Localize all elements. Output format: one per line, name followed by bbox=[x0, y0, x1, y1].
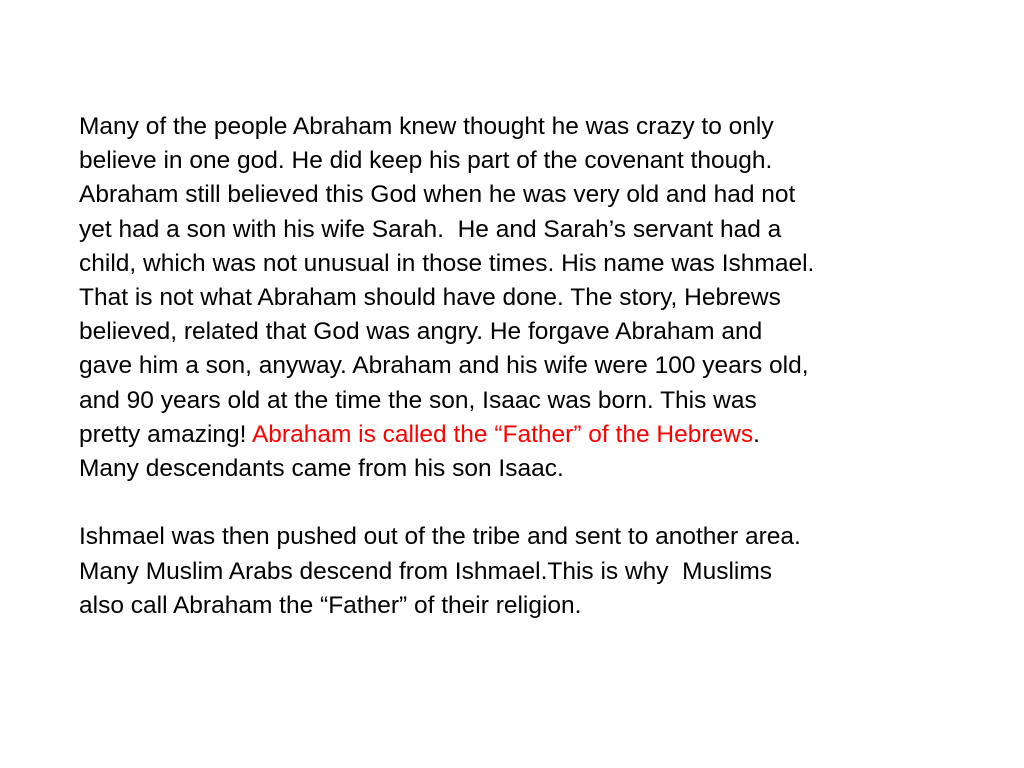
text-line: Many descendants came from his son Isaac. bbox=[79, 455, 564, 483]
paragraph-ishmael bbox=[79, 520, 979, 623]
text-segment: pretty amazing! bbox=[79, 420, 252, 448]
text-segment: . bbox=[753, 420, 760, 448]
text-line: gave him a son, anyway. Abraham and his wife were 100 years old, bbox=[79, 352, 809, 380]
text-line: child, which was not unusual in those times. His name was Ishmael. bbox=[79, 249, 815, 277]
text-line: also call Abraham the “Father” of their religion. bbox=[79, 591, 582, 619]
text-line: believe in one god. He did keep his part of the covenant though. bbox=[79, 147, 773, 175]
paragraph-gap bbox=[79, 486, 979, 520]
paragraph-abraham bbox=[79, 110, 979, 486]
text-line: Abraham still believed this God when he was very old and had not bbox=[79, 181, 796, 209]
text-line: That is not what Abraham should have done. The story, Hebrews bbox=[79, 284, 781, 312]
text-line: Ishmael was then pushed out of the tribe and sent to another area. bbox=[79, 523, 801, 551]
highlighted-statement: Abraham is called the “Father” of the Hebrews bbox=[251, 420, 754, 448]
text-line: yet had a son with his wife Sarah. He and Sarah’s servant had a bbox=[79, 215, 782, 243]
text-line: and 90 years old at the time the son, Isaac was born. This was bbox=[79, 386, 757, 414]
text-line: Many of the people Abraham knew thought he was crazy to only bbox=[79, 113, 774, 140]
slide-text bbox=[79, 110, 979, 623]
text-line: believed, related that God was angry. He forgave Abraham and bbox=[79, 318, 763, 346]
text-line: Many Muslim Arabs descend from Ishmael.This is why Muslims bbox=[79, 557, 772, 585]
text-line-with-highlight bbox=[79, 418, 979, 452]
